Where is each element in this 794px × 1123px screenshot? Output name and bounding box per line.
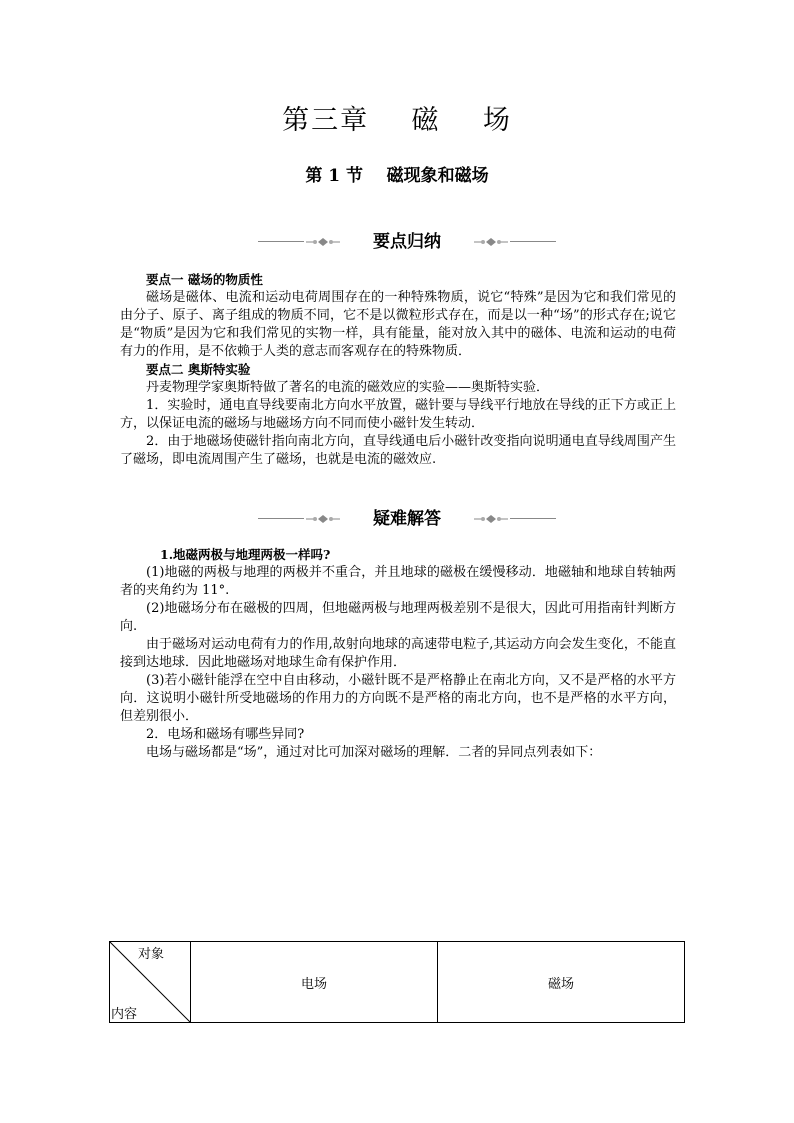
point1-heading: 要点一 磁场的物质性 bbox=[146, 272, 263, 287]
table-corner-cell bbox=[110, 942, 191, 1023]
point2-text: 丹麦物理学家奥斯特做了著名的电流的磁效应的实验——奥斯特实验． bbox=[146, 380, 550, 395]
point2-item2: 2．由于地磁场使磁针指向南北方向，直导线通电后小磁针改变指向说明通电直导线周围产生了磁场，即电流周围产生了磁场，也就是电流的磁效应. bbox=[120, 434, 676, 467]
corner-label-content: 内容 bbox=[111, 1007, 138, 1022]
section-title: 第 1 节 磁现象和磁场 bbox=[305, 166, 489, 186]
banner-label: 疑难解答 bbox=[373, 509, 441, 529]
key-points-body bbox=[120, 271, 676, 469]
answer-1-part2: (2)地磁场分布在磁极的四周，但地磁两极与地理两极差别不是很大，因此可用指南针判断方向. bbox=[120, 601, 676, 634]
point1-text: 磁场是磁体、电流和运动电荷周围存在的一种特殊物质，说它“特殊”是因为它和我们常见的由分子、原子、离子组成的物质不同，它不是以微粒形式存在，而是以一种“场”的形式存在;说它是“物质”是因为它和我们常见的实物一样，具有能量，能对放入其中的磁体、电流和运动的电荷有力的作用，是不依赖于人类的意志而客观存在的特殊物质． bbox=[120, 290, 676, 359]
question-1: 1.地磁两极与地理两极一样吗? bbox=[160, 547, 331, 562]
banner-label: 要点归纳 bbox=[373, 232, 441, 252]
column-header-electric-field: 电场 bbox=[191, 942, 438, 1023]
column-header-magnetic-field: 磁场 bbox=[438, 942, 685, 1023]
comparison-table bbox=[109, 941, 685, 1023]
answer-1-part1: (1)地磁的两极与地理的两极并不重合，并且地球的磁极在缓慢移动．地磁轴和地球自转轴两者的夹角约为 11°. bbox=[120, 565, 676, 598]
point2-item1: 1．实验时，通电直导线要南北方向水平放置，磁针要与导线平行地放在导线的正下方或正上方，以保证电流的磁场与地磁场方向不同而使小磁针发生转动． bbox=[120, 398, 676, 431]
banner-qa bbox=[258, 506, 556, 532]
qa-body bbox=[120, 546, 676, 762]
table-row bbox=[110, 942, 685, 1023]
question-2: 2．电场和磁场有哪些异同? bbox=[146, 727, 305, 742]
answer-2: 电场与磁场都是“场”，通过对比可加深对磁场的理解．二者的异同点列表如下： bbox=[146, 745, 602, 760]
point2-heading: 要点二 奥斯特实验 bbox=[146, 362, 251, 377]
banner-key-points bbox=[258, 229, 556, 255]
corner-label-object: 对象 bbox=[137, 947, 164, 962]
answer-1-part3: 由于磁场对运动电荷有力的作用,故射向地球的高速带电粒子,其运动方向会发生变化，不能直接到达地球．因此地磁场对地球生命有保护作用． bbox=[120, 637, 676, 670]
chapter-title: 第三章 磁 场 bbox=[282, 105, 512, 136]
answer-1-part4: (3)若小磁针能浮在空中自由移动，小磁针既不是严格静止在南北方向，又不是严格的水平方向．这说明小磁针所受地磁场的作用力的方向既不是严格的南北方向，也不是严格的水平方向，但差别很小． bbox=[120, 673, 676, 724]
